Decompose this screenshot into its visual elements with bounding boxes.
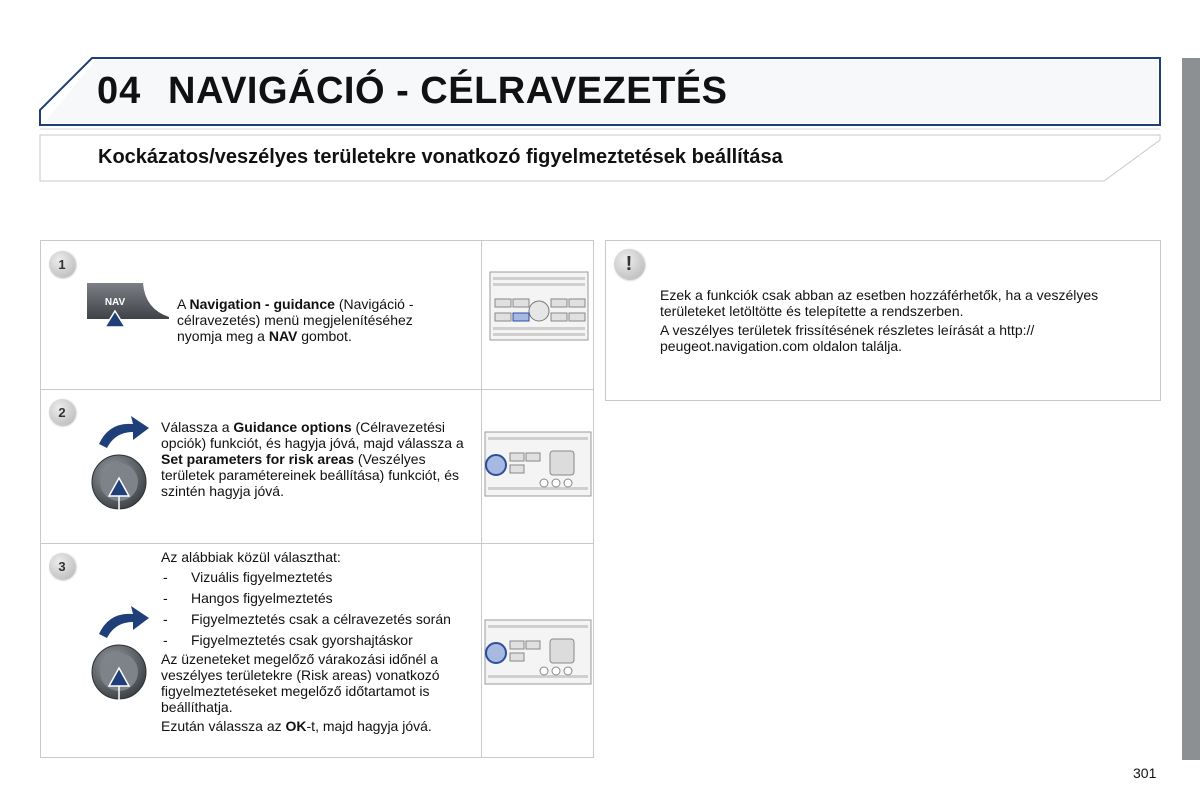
step-3-badge: 3 bbox=[49, 553, 75, 579]
step-3-note: Az üzeneteket megelőző várakozási időnél a veszélyes területekre (Risk areas) vonatkozó figyelmeztetéseket megelőző időtartamot is beállíthatja. bbox=[161, 651, 440, 715]
rotary-knob-icon bbox=[91, 606, 171, 716]
option-list bbox=[161, 569, 479, 648]
nav-key-label: NAV bbox=[104, 297, 126, 308]
page-number: 301 bbox=[1133, 765, 1157, 781]
step-1-text: A Navigation - guidance (Navigáció - célravezetés) menü megjelenítéséhez nyomja meg a NAV gombot. bbox=[177, 296, 414, 344]
radio-panel-illustration-2 bbox=[484, 431, 592, 497]
step-3-text bbox=[161, 549, 479, 734]
side-tab bbox=[1182, 58, 1200, 760]
list-item: - Vizuális figyelmeztetés bbox=[161, 569, 479, 585]
step-2-badge: 2 bbox=[49, 399, 75, 425]
step-2-text: Válassza a Guidance options (Célravezetési opciók) funkciót, és hagyja jóvá, majd válassza a Set parameters for risk areas (Veszélyes területek paramétereinek beállítása) funkciót, és szintén hagyja jóvá. bbox=[161, 419, 464, 499]
rotary-knob-icon bbox=[91, 416, 171, 526]
column-divider bbox=[481, 241, 482, 757]
step-3-final: Ezután válassza az OK-t, majd hagyja jóvá. bbox=[161, 718, 432, 734]
row-divider bbox=[41, 543, 593, 544]
radio-panel-illustration-1 bbox=[489, 271, 589, 341]
chapter-number: 04 bbox=[97, 70, 142, 112]
warning-paragraph-2: A veszélyes területek frissítésének részletes leírását a http:// peugeot.navigation.com oldalon találja. bbox=[660, 322, 1035, 354]
step-3-intro: Az alábbiak közül választhat: bbox=[161, 549, 341, 565]
radio-panel-illustration-3 bbox=[484, 619, 592, 685]
chapter-title: NAVIGÁCIÓ - CÉLRAVEZETÉS bbox=[168, 70, 728, 112]
warning-text bbox=[660, 287, 1130, 354]
warning-box bbox=[605, 240, 1161, 401]
list-item: - Hangos figyelmeztetés bbox=[161, 590, 479, 606]
steps-table bbox=[40, 240, 594, 758]
list-item: - Figyelmeztetés csak gyorshajtáskor bbox=[161, 632, 479, 648]
step-1-badge: 1 bbox=[49, 251, 75, 277]
warning-paragraph-1: Ezek a funkciók csak abban az esetben hozzáférhetők, ha a veszélyes területeket letöltötte és telepítette a rendszerben. bbox=[660, 287, 1099, 319]
row-divider bbox=[41, 389, 593, 390]
list-item: - Figyelmeztetés csak a célravezetés során bbox=[161, 611, 479, 627]
nav-button-icon bbox=[81, 279, 171, 351]
exclamation-icon: ! bbox=[614, 249, 644, 279]
section-title: Kockázatos/veszélyes területekre vonatkozó figyelmeztetések beállítása bbox=[98, 146, 783, 168]
